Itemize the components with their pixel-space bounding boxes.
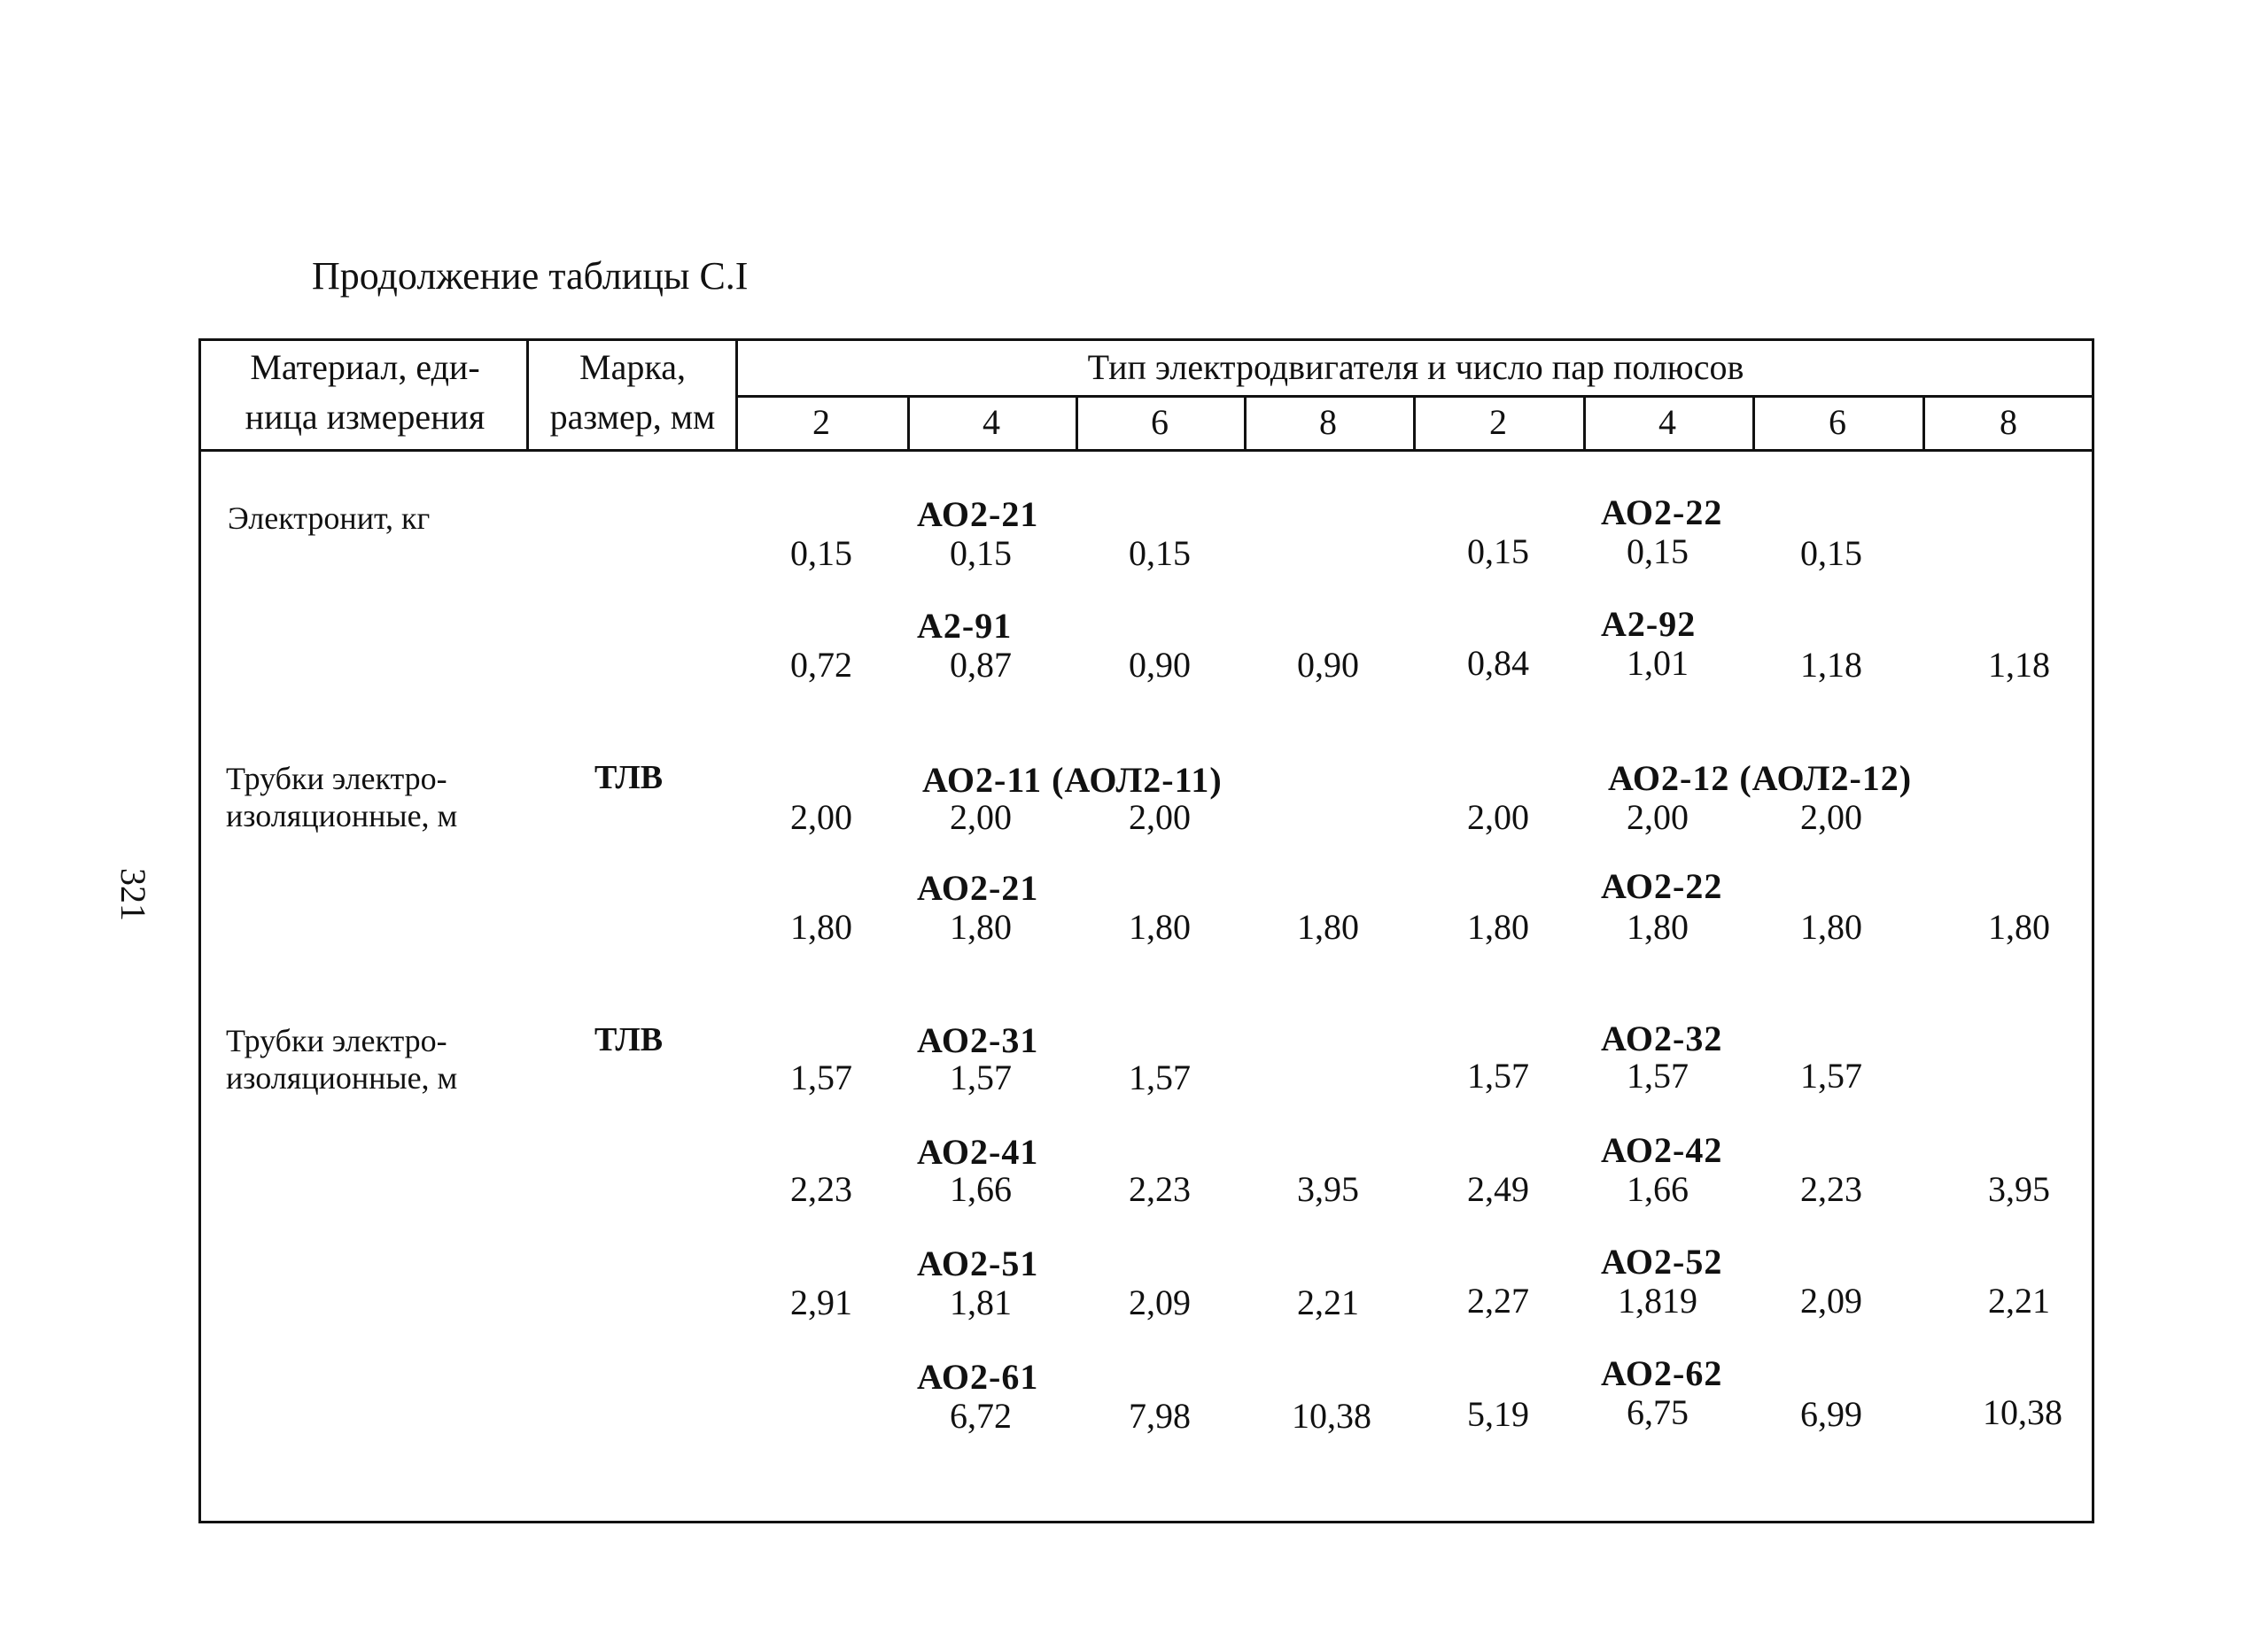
material-label: изоляционные, м <box>226 1060 458 1096</box>
motor-model-left: АО2-41 <box>917 1132 1039 1172</box>
value-cell: 2,00 <box>1627 797 1689 837</box>
mark-label: ТЛВ <box>594 1021 664 1058</box>
value-cell: 0,87 <box>950 645 1012 685</box>
page-number: 321 <box>113 868 153 921</box>
header-pole: 2 <box>1489 402 1507 442</box>
value-cell: 1,80 <box>1297 907 1359 947</box>
value-cell: 0,15 <box>1627 531 1689 571</box>
value-cell: 7,98 <box>1129 1396 1191 1436</box>
col-divider-material <box>526 341 529 449</box>
value-cell: 6,75 <box>1627 1392 1689 1432</box>
header-pole: 4 <box>983 402 1000 442</box>
value-cell: 2,09 <box>1129 1282 1191 1322</box>
motor-model-right: АО2-42 <box>1601 1130 1723 1170</box>
value-cell: 0,15 <box>1467 531 1529 571</box>
table-caption: Продолжение таблицы С.I <box>312 254 749 298</box>
header-pole: 6 <box>1829 402 1846 442</box>
motor-model-right: АО2-62 <box>1601 1353 1723 1393</box>
material-label: изоляционные, м <box>226 798 458 833</box>
value-cell: 1,819 <box>1618 1281 1697 1321</box>
value-cell: 2,21 <box>1988 1281 2050 1321</box>
value-cell: 1,57 <box>1467 1056 1529 1096</box>
material-label: Электронит, кг <box>228 500 431 536</box>
motor-model-right: АО2-32 <box>1601 1019 1723 1058</box>
header-mark-line1: Марка, <box>579 347 686 387</box>
value-cell: 2,00 <box>950 797 1012 837</box>
pole-divider <box>1583 395 1586 449</box>
value-cell: 1,57 <box>1800 1056 1862 1096</box>
motor-model-left: АО2-31 <box>917 1020 1039 1060</box>
value-cell: 2,00 <box>1800 797 1862 837</box>
motor-model-right: АО2-52 <box>1601 1242 1723 1282</box>
value-cell: 2,23 <box>1800 1169 1862 1209</box>
value-cell: 3,95 <box>1297 1169 1359 1209</box>
value-cell: 0,15 <box>790 533 852 573</box>
value-cell: 6,99 <box>1800 1394 1862 1434</box>
header-material-line1: Материал, еди- <box>250 347 480 387</box>
header-mark-line2: размер, мм <box>549 397 716 437</box>
motor-model-left: АО2-51 <box>917 1244 1039 1283</box>
motor-model-left: АО2-61 <box>917 1357 1039 1397</box>
value-cell: 0,90 <box>1129 645 1191 685</box>
header-pole: 8 <box>2000 402 2017 442</box>
value-cell: 1,80 <box>1467 907 1529 947</box>
value-cell: 5,19 <box>1467 1394 1529 1434</box>
pole-divider <box>1076 395 1078 449</box>
value-cell: 2,23 <box>790 1169 852 1209</box>
value-cell: 0,84 <box>1467 643 1529 683</box>
value-cell: 1,66 <box>1627 1169 1689 1209</box>
value-cell: 1,80 <box>950 907 1012 947</box>
col-divider-mark <box>735 341 738 449</box>
header-bottom-rule <box>201 449 2094 452</box>
value-cell: 1,18 <box>1800 645 1862 685</box>
pole-divider <box>1244 395 1247 449</box>
material-label: Трубки электро- <box>226 1023 447 1058</box>
value-cell: 1,80 <box>1988 907 2050 947</box>
pole-divider <box>1922 395 1925 449</box>
material-label: Трубки электро- <box>226 761 447 796</box>
header-pole: 4 <box>1658 402 1676 442</box>
motor-model-right: АО2-22 <box>1601 866 1723 906</box>
value-cell: 3,95 <box>1988 1169 2050 1209</box>
value-cell: 1,80 <box>1627 907 1689 947</box>
value-cell: 2,09 <box>1800 1281 1862 1321</box>
header-pole: 2 <box>812 402 830 442</box>
value-cell: 2,49 <box>1467 1169 1529 1209</box>
value-cell: 1,18 <box>1988 645 2050 685</box>
value-cell: 1,57 <box>950 1058 1012 1097</box>
value-cell: 1,80 <box>1129 907 1191 947</box>
value-cell: 2,00 <box>1467 797 1529 837</box>
pole-divider <box>907 395 910 449</box>
motor-model-left: А2-91 <box>917 606 1013 646</box>
value-cell: 2,00 <box>1129 797 1191 837</box>
value-cell: 6,72 <box>950 1396 1012 1436</box>
value-cell: 0,15 <box>950 533 1012 573</box>
value-cell: 1,57 <box>790 1058 852 1097</box>
data-table <box>198 338 2094 1523</box>
value-cell: 1,81 <box>950 1282 1012 1322</box>
mark-label: ТЛВ <box>594 759 664 796</box>
value-cell: 2,21 <box>1297 1282 1359 1322</box>
value-cell: 2,23 <box>1129 1169 1191 1209</box>
value-cell: 1,57 <box>1129 1058 1191 1097</box>
value-cell: 2,27 <box>1467 1281 1529 1321</box>
pole-divider <box>1413 395 1416 449</box>
value-cell: 10,38 <box>1292 1396 1371 1436</box>
value-cell: 0,90 <box>1297 645 1359 685</box>
value-cell: 1,57 <box>1627 1056 1689 1096</box>
motor-model-right: А2-92 <box>1601 604 1697 644</box>
pole-divider <box>1752 395 1755 449</box>
value-cell: 0,15 <box>1800 533 1862 573</box>
header-pole: 8 <box>1319 402 1337 442</box>
value-cell: 1,80 <box>1800 907 1862 947</box>
value-cell: 1,80 <box>790 907 852 947</box>
header-pole: 6 <box>1151 402 1169 442</box>
value-cell: 0,15 <box>1129 533 1191 573</box>
motor-model-left: АО2-21 <box>917 494 1039 534</box>
motor-model-right: АО2-12 (АОЛ2-12) <box>1608 758 1913 798</box>
value-cell: 1,01 <box>1627 643 1689 683</box>
header-divider-upper <box>738 395 2094 398</box>
header-group-title: Тип электродвигателя и число пар полюсов <box>1087 347 1744 387</box>
motor-model-left: АО2-21 <box>917 868 1039 908</box>
value-cell: 10,38 <box>1983 1392 2062 1432</box>
value-cell: 1,66 <box>950 1169 1012 1209</box>
value-cell: 0,72 <box>790 645 852 685</box>
value-cell: 2,00 <box>790 797 852 837</box>
motor-model-right: АО2-22 <box>1601 492 1723 532</box>
value-cell: 2,91 <box>790 1282 852 1322</box>
motor-model-left: АО2-11 (АОЛ2-11) <box>922 760 1223 800</box>
header-material-line2: ница измерения <box>245 397 485 437</box>
